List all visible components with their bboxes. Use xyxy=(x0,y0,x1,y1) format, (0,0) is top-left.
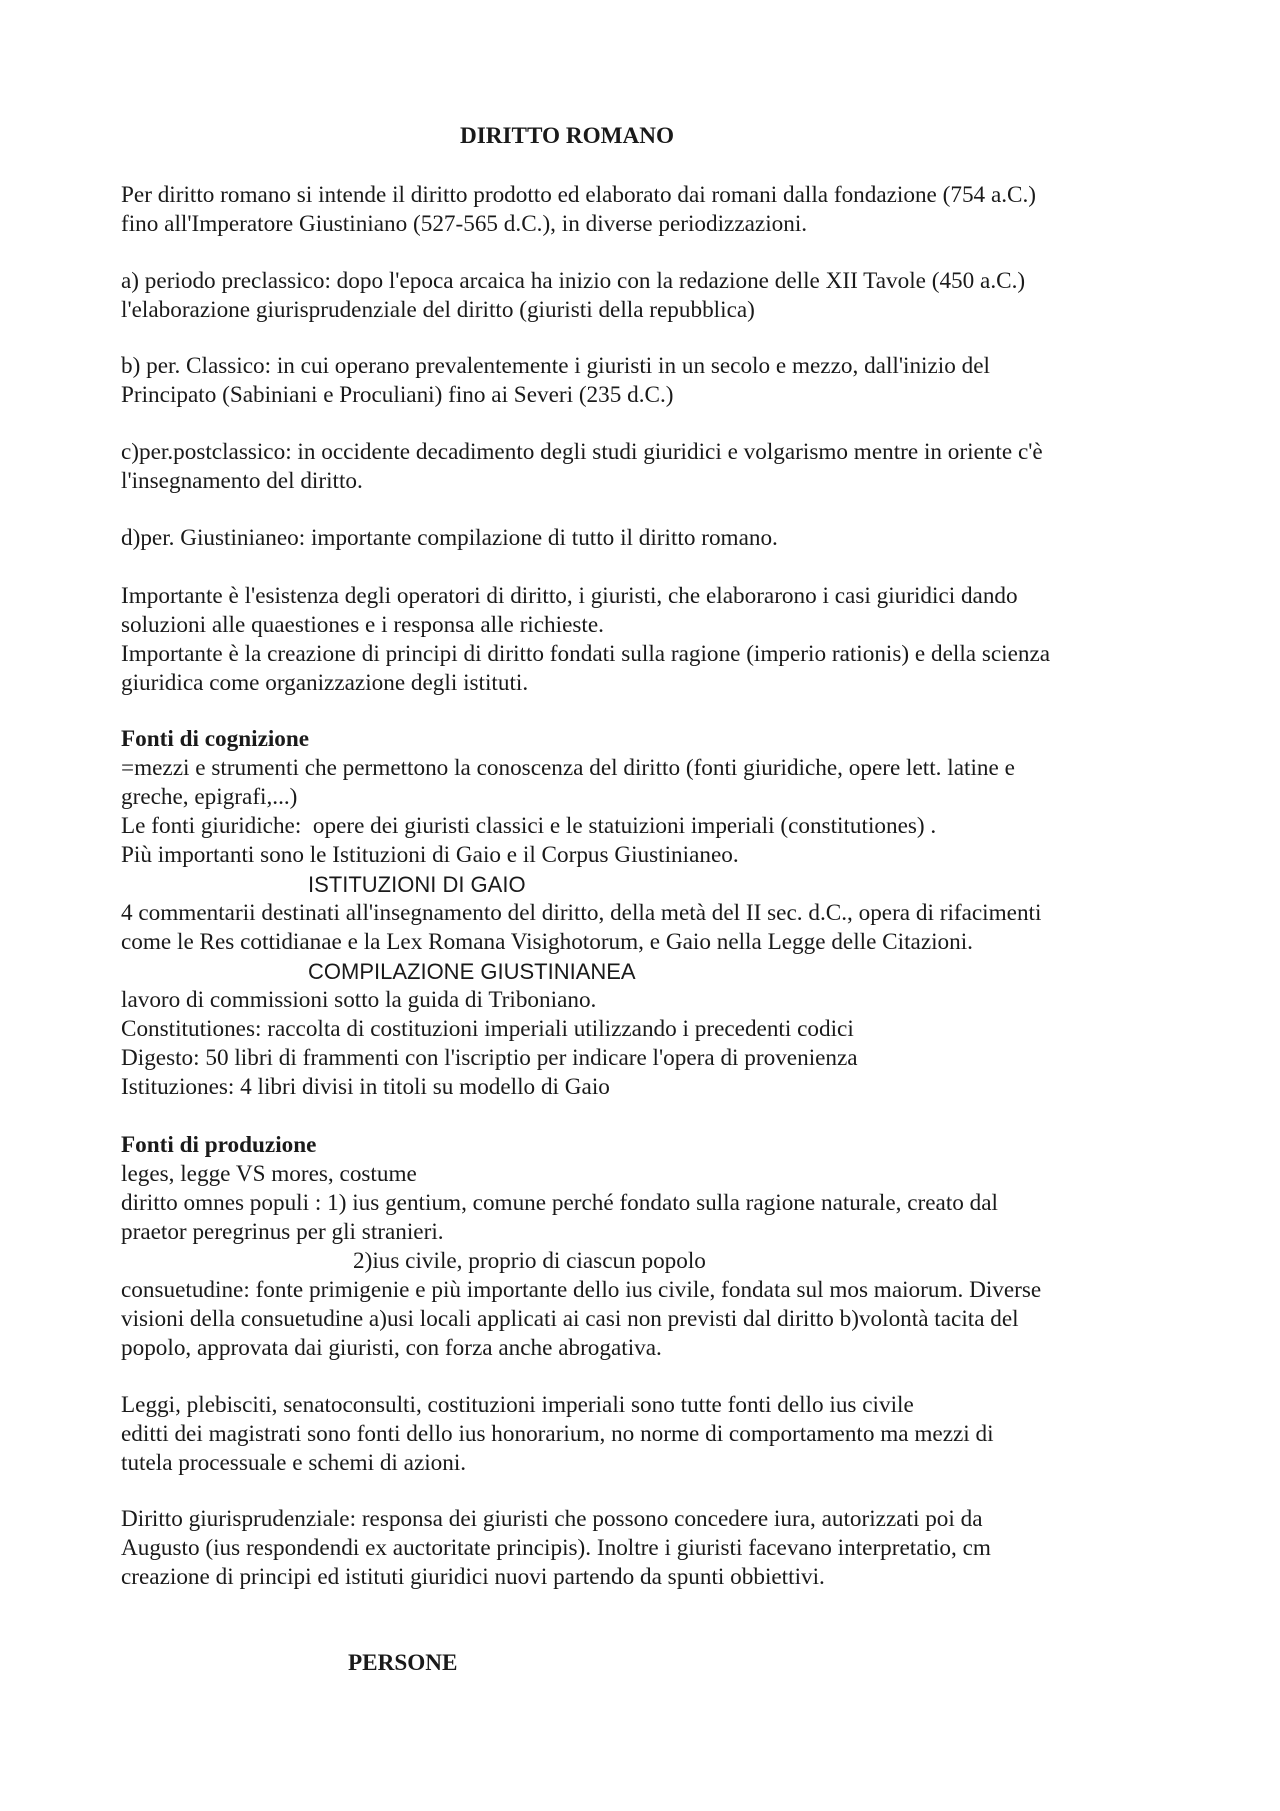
section-heading-produzione: Fonti di produzione xyxy=(121,1132,317,1158)
period-b-line: b) per. Classico: in cui operano prevalentemente i giuristi in un secolo e mezzo, dall'inizio del xyxy=(121,353,990,379)
intro-line: Per diritto romano si intende il diritto prodotto ed elaborato dai romani dalla fondazione (754 a.C.) xyxy=(121,182,1037,208)
consuetudine-line: popolo, approvata dai giuristi, con forza anche abrogativa. xyxy=(121,1335,662,1361)
compilazione-line: Istituziones: 4 libri divisi in titoli su modello di Gaio xyxy=(121,1074,610,1100)
produzione-line: leges, legge VS mores, costume xyxy=(121,1161,417,1187)
cognizione-line: Più importanti sono le Istituzioni di Gaio e il Corpus Giustinianeo. xyxy=(121,842,739,868)
consuetudine-line: consuetudine: fonte primigenie e più importante dello ius civile, fondata sul mos maiorum. Diverse xyxy=(121,1277,1042,1303)
period-c-line: c)per.postclassico: in occidente decadimento degli studi giuridici e volgarismo mentre in oriente c'è xyxy=(121,439,1043,465)
gaio-line: 4 commentarii destinati all'insegnamento del diritto, della metà del II sec. d.C., opera di rifacimenti xyxy=(121,900,1042,926)
cognizione-line: =mezzi e strumenti che permettono la conoscenza del diritto (fonti giuridiche, opere lett. latine e xyxy=(121,755,1015,781)
section-heading-persone: PERSONE xyxy=(348,1650,458,1676)
gaio-line: come le Res cottidianae e la Lex Romana Visighotorum, e Gaio nella Legge delle Citazioni. xyxy=(121,929,973,955)
cognizione-line: greche, epigrafi,...) xyxy=(121,784,298,810)
importance-line: Importante è la creazione di principi di diritto fondati sulla ragione (imperio rationis) e della scienza xyxy=(121,641,1051,667)
consuetudine-line: visioni della consuetudine a)usi locali applicati ai casi non previsti dal diritto b)volontà tacita del xyxy=(121,1306,1019,1332)
cognizione-line: Le fonti giuridiche: opere dei giuristi classici e le statuizioni imperiali (constitutiones) . xyxy=(121,813,937,839)
importance-line: soluzioni alle quaestiones e i responsa alle richieste. xyxy=(121,612,604,638)
period-b-line: Principato (Sabiniani e Proculiani) fino ai Severi (235 d.C.) xyxy=(121,382,674,408)
period-a-line: l'elaborazione giurisprudenziale del diritto (giuristi della repubblica) xyxy=(121,297,755,323)
compilazione-line: Constitutiones: raccolta di costituzioni imperiali utilizzando i precedenti codici xyxy=(121,1016,854,1042)
section-heading-cognizione: Fonti di cognizione xyxy=(121,726,310,752)
giurisprudenziale-line: creazione di principi ed istituti giuridici nuovi partendo da spunti obbiettivi. xyxy=(121,1564,825,1590)
leggi-line: Leggi, plebisciti, senatoconsulti, costituzioni imperiali sono tutte fonti dello ius civile xyxy=(121,1392,914,1418)
leggi-line: editti dei magistrati sono fonti dello ius honorarium, no norme di comportamento ma mezzi di xyxy=(121,1421,994,1447)
period-a-line: a) periodo preclassico: dopo l'epoca arcaica ha inizio con la redazione delle XII Tavole (450 a.C.) xyxy=(121,268,1026,294)
subheading-gaio: ISTITUZIONI DI GAIO xyxy=(308,872,526,897)
giurisprudenziale-line: Diritto giurisprudenziale: responsa dei giuristi che possono concedere iura, autorizzati poi da xyxy=(121,1506,983,1532)
page-title: DIRITTO ROMANO xyxy=(460,123,675,149)
importance-line: Importante è l'esistenza degli operatori di diritto, i giuristi, che elaborarono i casi giuridici dando xyxy=(121,583,1018,609)
importance-line: giuridica come organizzazione degli istituti. xyxy=(121,670,529,696)
produzione-indented-line: 2)ius civile, proprio di ciascun popolo xyxy=(353,1248,706,1274)
produzione-line: praetor peregrinus per gli stranieri. xyxy=(121,1219,444,1245)
subheading-compilazione: COMPILAZIONE GIUSTINIANEA xyxy=(308,959,636,984)
produzione-line: diritto omnes populi : 1) ius gentium, comune perché fondato sulla ragione naturale, creato dal xyxy=(121,1190,999,1216)
leggi-line: tutela processuale e schemi di azioni. xyxy=(121,1450,467,1476)
compilazione-line: Digesto: 50 libri di frammenti con l'iscriptio per indicare l'opera di provenienza xyxy=(121,1045,858,1071)
giurisprudenziale-line: Augusto (ius respondendi ex auctoritate principis). Inoltre i giuristi facevano interpretatio, cm xyxy=(121,1535,991,1561)
period-c-line: l'insegnamento del diritto. xyxy=(121,468,363,494)
period-d-line: d)per. Giustinianeo: importante compilazione di tutto il diritto romano. xyxy=(121,525,778,551)
intro-line: fino all'Imperatore Giustiniano (527-565 d.C.), in diverse periodizzazioni. xyxy=(121,211,808,237)
compilazione-line: lavoro di commissioni sotto la guida di Triboniano. xyxy=(121,987,597,1013)
